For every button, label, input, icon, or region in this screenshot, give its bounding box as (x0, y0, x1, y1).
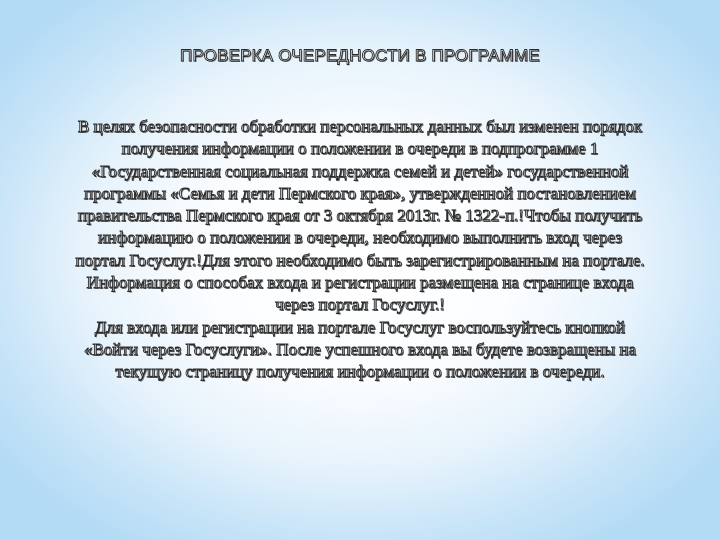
body-line: Для входа или регистрации на портале Госуслуг воспользуйтесь кнопкой (94, 317, 626, 337)
body-line: «Государственная социальная поддержка семей и детей» государственной (91, 161, 629, 181)
body-line: правительства Пермского края от 3 октября 2013г. № 1322-п.!Чтобы получить (77, 206, 643, 226)
body-line: программы «Семья и дети Пермского края», утвержденной постановлением (83, 183, 637, 203)
body-line: информацию о положении в очереди, необходимо выполнить вход через (97, 228, 623, 248)
body-line: портал Госуслуг.!Для этого необходимо быть зарегистрированным на портале. (75, 250, 645, 270)
body-line: получения информации о положении в очереди в подпрограмме 1 (121, 139, 599, 159)
body-line: текущую страницу получения информации о положении в очереди. (115, 362, 605, 382)
body-line: через портал Госуслуг.! (275, 295, 445, 315)
body-line: В целях безопасности обработки персональных данных был изменен порядок (77, 117, 643, 136)
slide-title: ПРОВЕРКА ОЧЕРЕДНОСТИ В ПРОГРАММЕ (180, 46, 540, 65)
body-line: «Войти через Госуслуги». После успешного входа вы будете возвращены на (83, 339, 637, 359)
body-line: Информация о способах входа и регистрации размещена на странице входа (86, 273, 634, 293)
slide-body-text (22, 116, 698, 384)
